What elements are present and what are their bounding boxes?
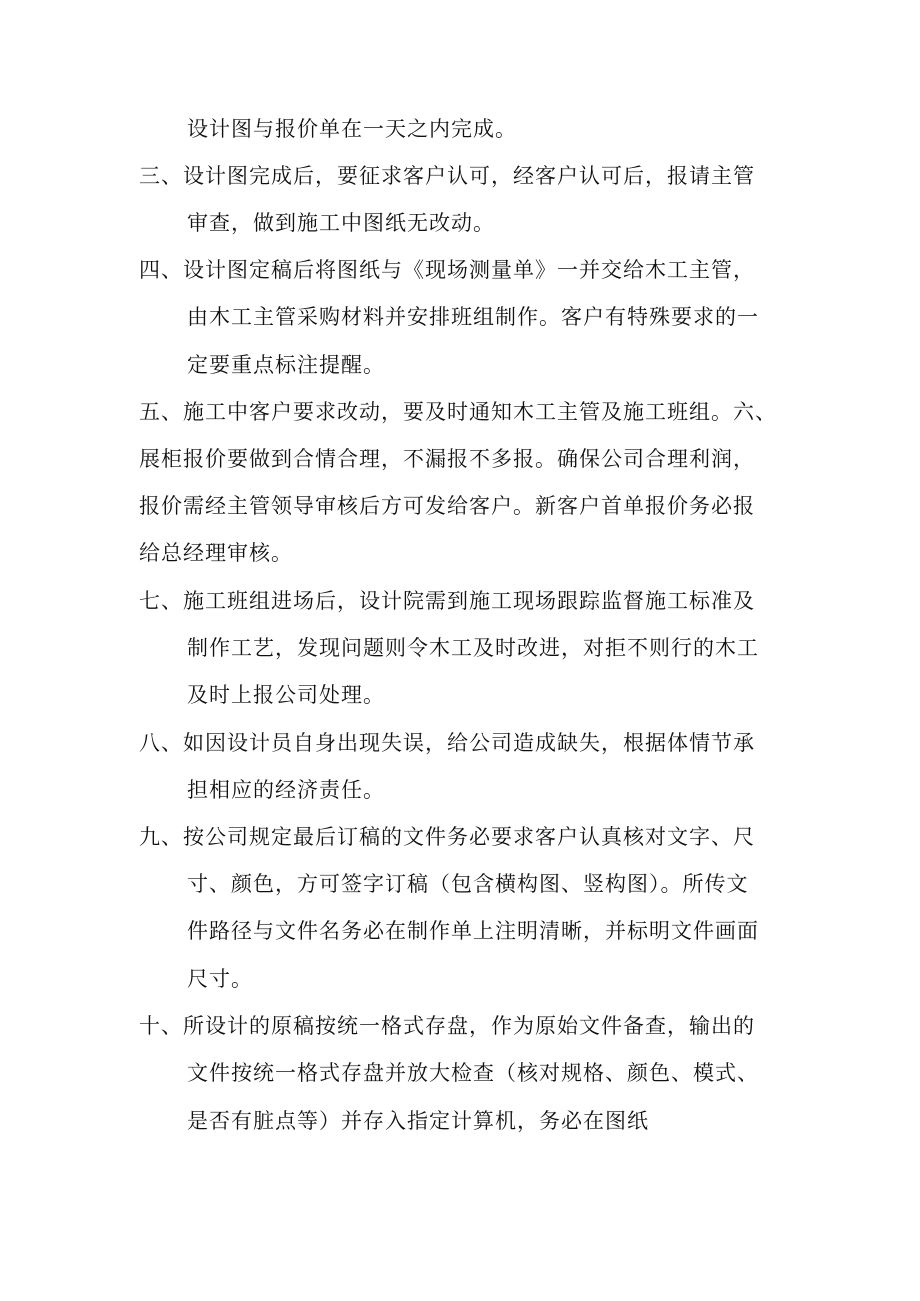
text-line: 五、施工中客户要求改动，要及时通知木工主管及施工班组。六、 — [139, 400, 777, 424]
text-line: 审查，做到施工中图纸无改动。 — [187, 211, 495, 235]
text-line: 三、设计图完成后，要征求客户认可，经客户认可后，报请主管 — [139, 164, 755, 188]
text-line: 八、如因设计员自身出现失误，给公司造成缺失，根据体情节承 — [139, 731, 755, 755]
text-line: 制作工艺，发现问题则令木工及时改进，对拒不则行的木工 — [187, 636, 759, 660]
text-line: 文件按统一格式存盘并放大检查（核对规格、颜色、模式、 — [187, 1061, 759, 1085]
text-line: 担相应的经济责任。 — [187, 778, 385, 802]
text-line: 及时上报公司处理。 — [187, 683, 385, 707]
text-line: 寸、颜色，方可签字订稿（包含横构图、竖构图）。所传文 — [187, 872, 749, 896]
text-line: 九、按公司规定最后订稿的文件务必要求客户认真核对文字、尺 — [139, 825, 755, 849]
text-line: 尺寸。 — [187, 967, 253, 991]
text-line: 四、设计图定稿后将图纸与《现场测量单》一并交给木工主管， — [139, 258, 755, 282]
text-line: 十、所设计的原稿按统一格式存盘，作为原始文件备查，输出的 — [139, 1014, 755, 1038]
text-line: 件路径与文件名务必在制作单上注明清晰，并标明文件画面 — [187, 919, 759, 943]
text-line: 是否有脏点等）并存入指定计算机，务必在图纸 — [187, 1109, 649, 1133]
text-line: 由木工主管采购材料并安排班组制作。客户有特殊要求的一 — [187, 305, 759, 329]
text-line: 设计图与报价单在一天之内完成。 — [187, 117, 517, 141]
text-line: 七、施工班组进场后，设计院需到施工现场跟踪监督施工标准及 — [139, 589, 755, 613]
text-line: 展柜报价要做到合情合理，不漏报不多报。确保公司合理利润， — [139, 447, 755, 471]
text-line: 报价需经主管领导审核后方可发给客户。新客户首单报价务必报 — [139, 494, 755, 518]
text-line: 给总经理审核。 — [139, 541, 293, 565]
text-line: 定要重点标注提醒。 — [187, 353, 385, 377]
